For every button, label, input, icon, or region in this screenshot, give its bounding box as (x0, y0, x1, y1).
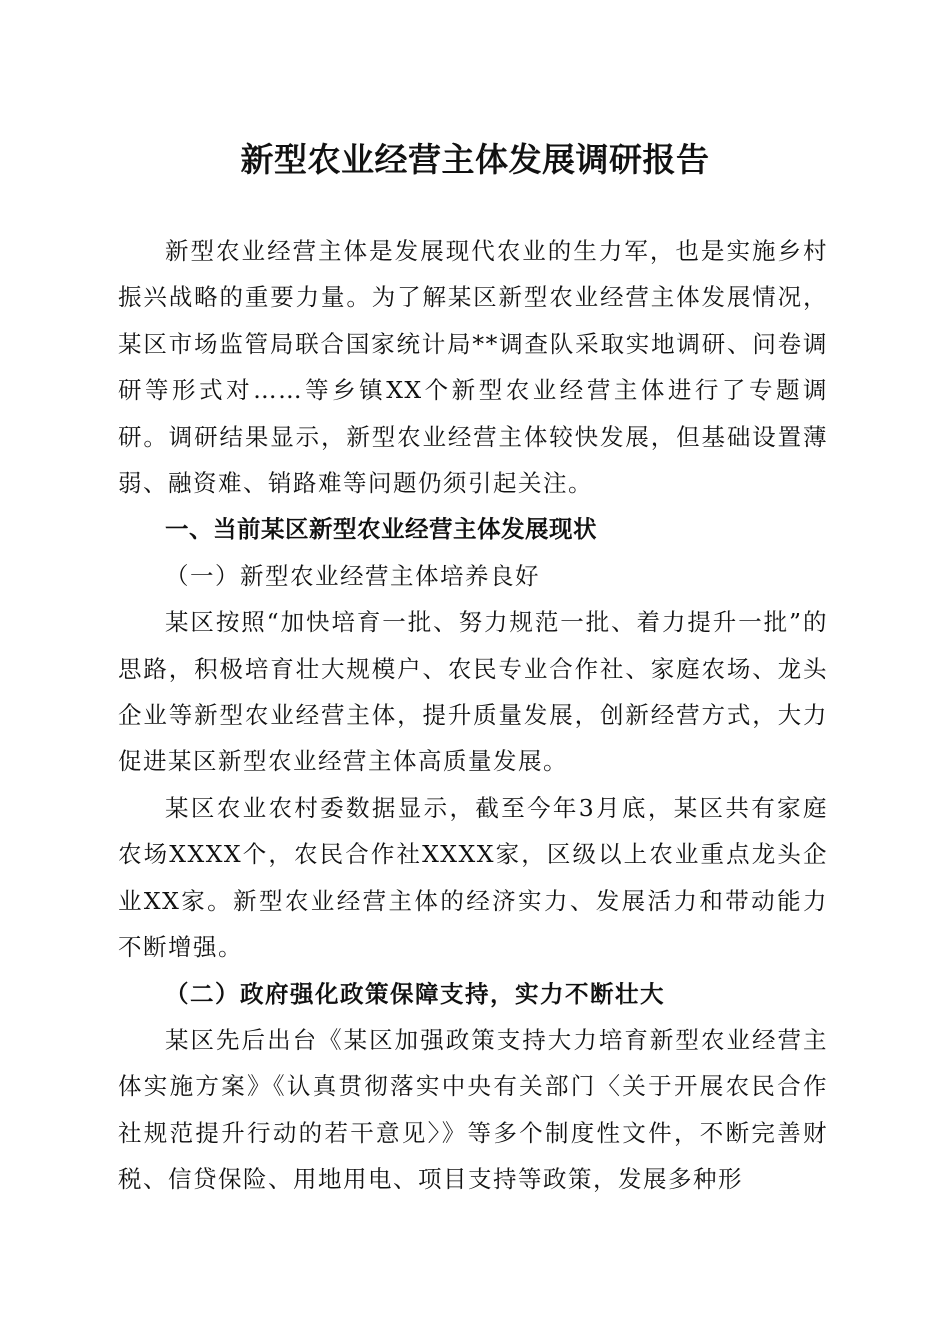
paragraph-1-2: 某区农业农村委数据显示，截至今年3月底，某区共有家庭农场XXXX个，农民合作社XXXX家，区级以上农业重点龙头企业XX家。新型农业经营主体的经济实力、发展活力和带动能力不断增强。 (118, 793, 828, 962)
subsection-heading-2: （二）政府强化政策保障支持，实力不断壮大 (165, 979, 665, 1008)
intro-paragraph: 新型农业经营主体是发展现代农业的生力军，也是实施乡村振兴战略的重要力量。为了解某区新型农业经营主体发展情况，某区市场监管局联合国家统计局**调查队采取实地调研、问卷调研等形式对……等乡镇XX个新型农业经营主体进行了专题调研。调研结果显示，新型农业经营主体较快发展，但基础设置薄弱、融资难、销路难等问题仍须引起关注。 (118, 237, 828, 498)
paragraph-1-1: 某区按照“加快培育一批、努力规范一批、着力提升一批”的思路，积极培育壮大规模户、农民专业合作社、家庭农场、龙头企业等新型农业经营主体，提升质量发展，创新经营方式，大力促进某区新型农业经营主体高质量发展。 (118, 608, 828, 776)
subsection-heading-1: （一）新型农业经营主体培养良好 (165, 561, 540, 590)
section-heading-1: 一、当前某区新型农业经营主体发展现状 (165, 515, 597, 544)
document-title: 新型农业经营主体发展调研报告 (240, 140, 710, 179)
document-body (118, 228, 828, 1203)
paragraph-2-1: 某区先后出台《某区加强政策支持大力培育新型农业经营主体实施方案》《认真贯彻落实中央有关部门〈关于开展农民合作社规范提升行动的若干意见〉》等多个制度性文件，不断完善财税、信贷保险、用地用电、项目支持等政策，发展多种形 (118, 1025, 828, 1194)
